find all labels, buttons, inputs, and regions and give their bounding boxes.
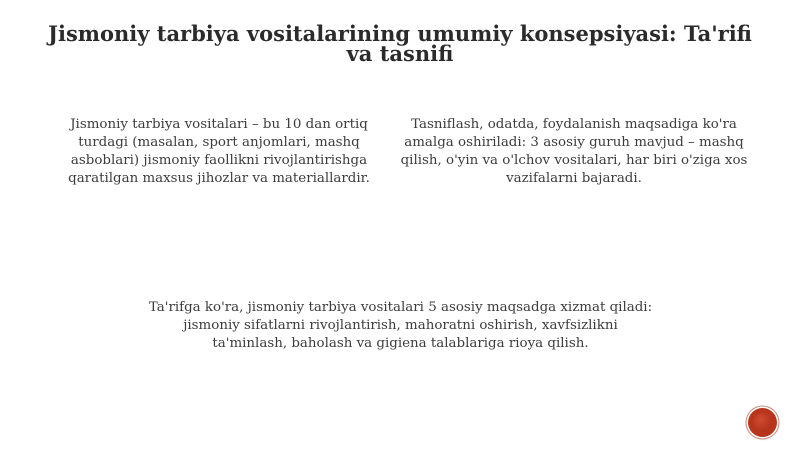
left-paragraph: Jismoniy tarbiya vositalari – bu 10 dan ortiq turdagi (masalan, sport anjomlari, mashq asboblari) jismoniy faollikni rivojlantirishga qaratilgan maxsus jihozlar va materiallardir. bbox=[68, 117, 370, 186]
red-circle-button-icon[interactable] bbox=[748, 408, 777, 437]
bottom-paragraph: Ta'rifga ko'ra, jismoniy tarbiya vositalari 5 asosiy maqsadga xizmat qiladi: jismoniy sifatlarni rivojlantirish, mahoratni oshirish, xavfsizlikni ta'minlash, baholash va gigiena talablariga rioya qilish. bbox=[148, 300, 653, 351]
button-inner-circle bbox=[753, 413, 772, 432]
right-paragraph: Tasniflash, odatda, foydalanish maqsadiga ko'ra amalga oshiriladi: 3 asosiy guruh mavjud – mashq qilish, o'yin va o'lchov vositalari, har biri o'ziga xos vazifalarni bajaradi. bbox=[400, 117, 748, 186]
slide-title: Jismoniy tarbiya vositalarining umumiy konsepsiyasi: Ta'rifi va tasnifi bbox=[48, 21, 752, 66]
